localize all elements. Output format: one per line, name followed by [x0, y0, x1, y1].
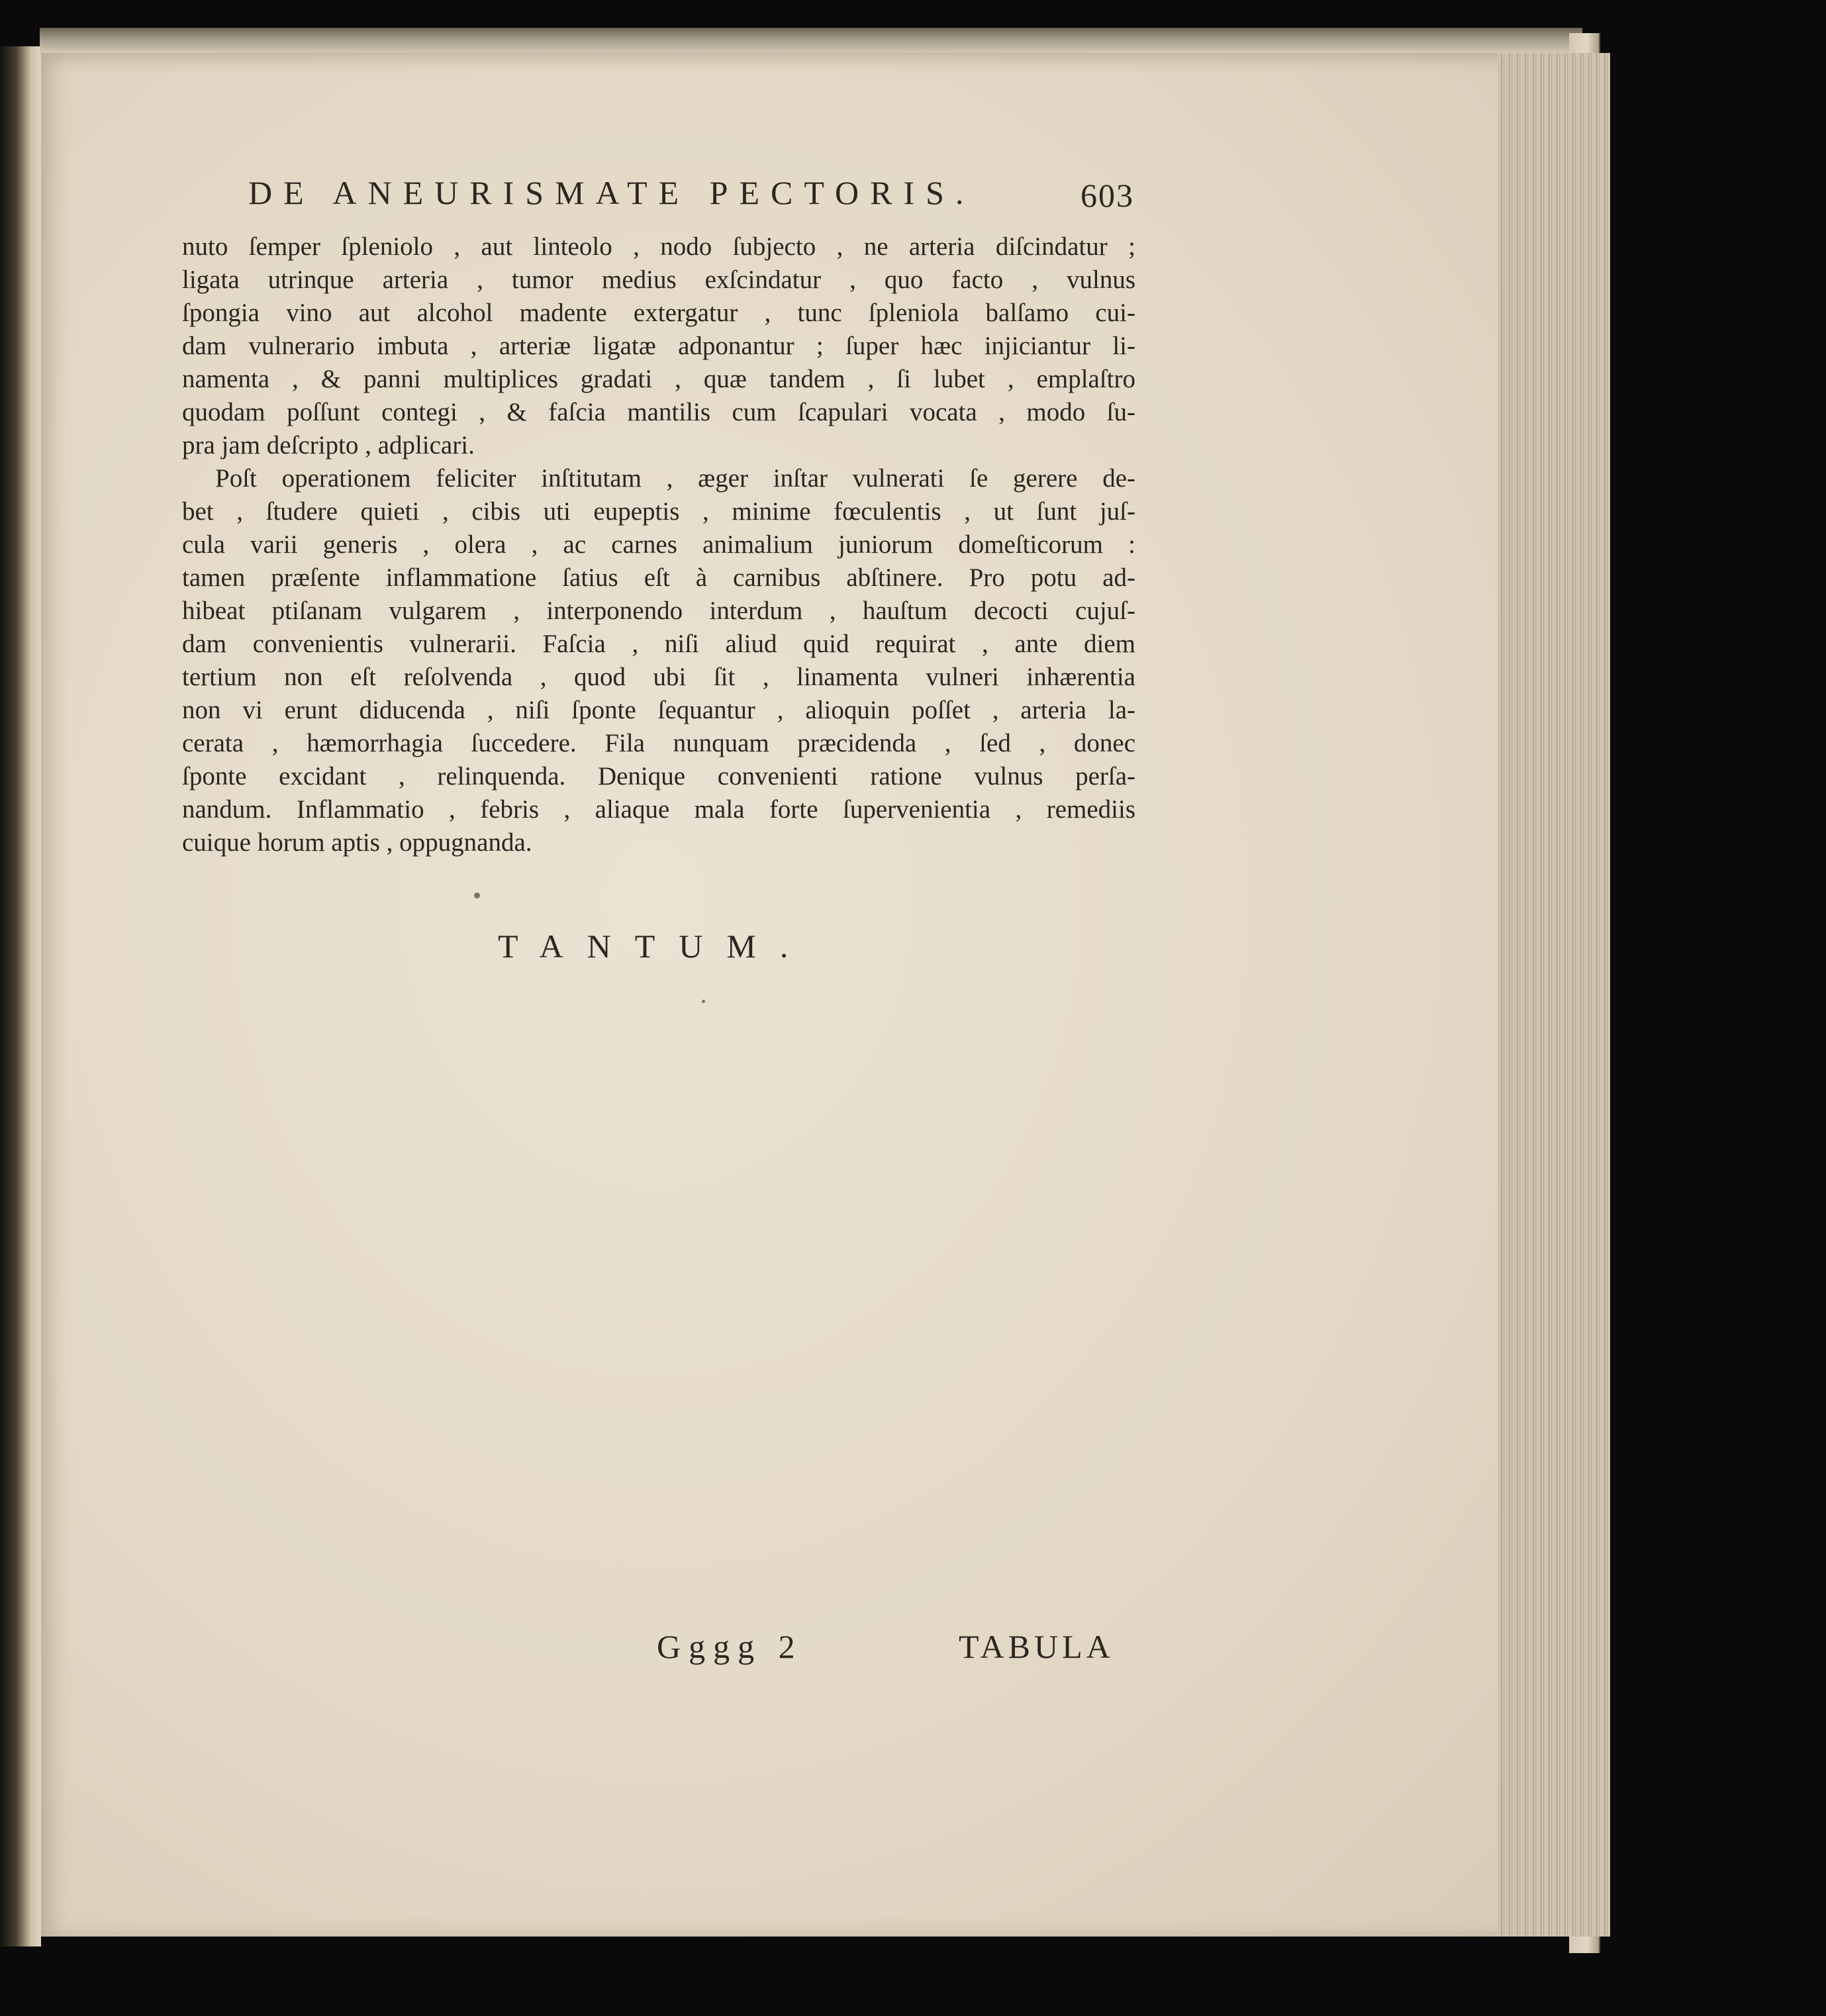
text-line: quodam poſſunt contegi , & faſcia mantilis cum ſcapulari vocata , modo ſu- [182, 398, 1135, 426]
printer-signature: Gggg 2 [657, 1628, 803, 1665]
ink-speck [474, 892, 480, 898]
text-line: non vi erunt diducenda , niſi ſponte ſequantur , alioquin poſſet , arteria la- [182, 696, 1135, 724]
finis-mark: TANTUM. [498, 928, 812, 965]
ink-speck [702, 1000, 705, 1003]
text-line: dam convenientis vulnerarii. Faſcia , niſi aliud quid requirat , ante diem [182, 630, 1135, 658]
text-line: tamen præſente inflammatione ſatius eſt à carnibus abſtinere. Pro potu ad- [182, 563, 1135, 592]
text-line: dam vulnerario imbuta , arteriæ ligatæ adponantur ; ſuper hæc injiciantur li- [182, 332, 1135, 360]
page-number: 603 [1081, 177, 1134, 214]
top-page-edge [40, 28, 1582, 54]
text-line: ſponte excidant , relinquenda. Denique convenienti ratione vulnus perſa- [182, 762, 1135, 791]
body-text [182, 230, 1135, 859]
text-line: Poſt operationem feliciter inſtitutam , æger inſtar vulnerati ſe gerere de- [215, 464, 1135, 493]
text-line: cuique horum aptis , oppugnanda. [182, 828, 532, 857]
text-line: cerata , hæmorrhagia ſuccedere. Fila nunquam præcidenda , ſed , donec [182, 729, 1135, 757]
text-line: nandum. Inflammatio , febris , aliaque mala forte ſupervenientia , remediis [182, 795, 1135, 824]
text-line: ſpongia vino aut alcohol madente extergatur , tunc ſpleniola balſamo cui- [182, 299, 1135, 327]
text-line: ligata utrinque arteria , tumor medius exſcindatur , quo facto , vulnus [182, 265, 1135, 294]
text-line: nuto ſemper ſpleniolo , aut linteolo , nodo ſubjecto , ne arteria diſcindatur ; [182, 232, 1135, 261]
text-line: tertium non eſt reſolvenda , quod ubi ſit , linamenta vulneri inhærentia [182, 663, 1135, 691]
text-line: pra jam deſcripto , adplicari. [182, 431, 475, 459]
text-line: namenta , & panni multiplices gradati , quæ tandem , ſi lubet , emplaſtro [182, 365, 1135, 393]
fore-edge-page-stack [1498, 53, 1610, 1937]
text-line: cula varii generis , olera , ac carnes animalium juniorum domeſticorum : [182, 530, 1135, 559]
facing-page-edge [0, 46, 41, 1946]
text-line: hibeat ptiſanam vulgarem , interponendo interdum , hauſtum decocti cujuſ- [182, 597, 1135, 625]
running-head: DE ANEURISMATE PECTORIS. [248, 174, 975, 211]
text-line: bet , ſtudere quieti , cibis uti eupeptis , minime fœculentis , ut ſunt juſ- [182, 497, 1135, 526]
catchword: TABULA [959, 1628, 1114, 1665]
